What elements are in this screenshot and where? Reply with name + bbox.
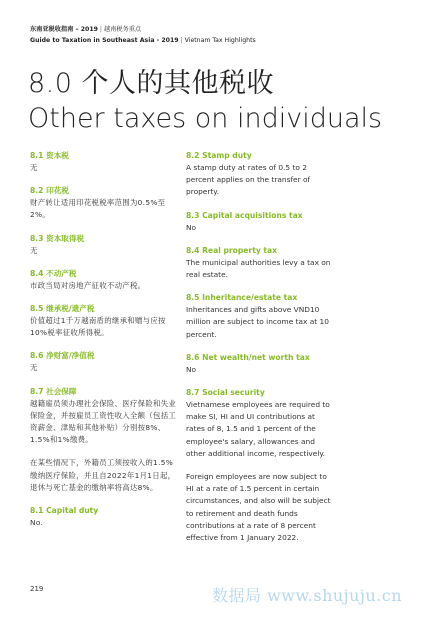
tax-section: [186, 245, 336, 281]
section-heading: 8.1 Capital duty: [30, 506, 99, 516]
tax-section: [30, 268, 180, 292]
section-heading: 8.7 社会保障: [30, 386, 77, 396]
running-header: [30, 24, 256, 46]
section-body: 越籍雇员须办理社会保险、医疗保险和失业保险金，并按雇员工资性收入全额（包括工资薪金、津贴和其他补贴）分别按8%、1.5%和1%缴费。: [30, 398, 177, 445]
right-column: [186, 150, 336, 555]
tax-section: [30, 505, 180, 529]
section-body: 价值超过1千万越南盾的继承和赠与应按10%税率征收所得税。: [30, 316, 166, 338]
tax-section: [30, 150, 180, 174]
section-heading: 8.4 不动产税: [30, 268, 77, 278]
page-number: 219: [30, 585, 44, 593]
section-heading: 8.2 印花税: [30, 186, 69, 196]
section-heading: 8.1 资本税: [30, 151, 69, 160]
section-body: The municipal authorities levy a tax on real estate.: [186, 257, 331, 280]
header-line-english: Guide to Taxation in Southeast Asia - 2019 | Vietnam Tax Highlights: [30, 37, 256, 44]
page-title-zh: 8.0 个人的其他税收: [28, 68, 275, 99]
section-body: 无: [30, 163, 38, 172]
header-line-chinese: 东南亚税收指南 – 2019 | 越南税务重点: [30, 26, 142, 33]
section-body: Inheritances and gifts above VND10 million are subject to income tax at 10 percent.: [186, 305, 329, 339]
page-title-en: Other taxes on individuals: [28, 103, 383, 134]
header-guide-title-en: Guide to Taxation in Southeast Asia - 2019: [30, 37, 179, 44]
section-heading: 8.3 Capital acquisitions tax: [186, 210, 303, 220]
tax-section: [30, 233, 180, 257]
section-heading: 8.4 Real property tax: [186, 245, 278, 255]
tax-section: [186, 352, 336, 376]
left-column: [30, 150, 180, 540]
section-heading: 8.5 继承税/遗产税: [30, 304, 95, 314]
section-body: No: [186, 364, 197, 374]
header-subtitle-zh: 越南税务重点: [103, 26, 142, 33]
page-title: [28, 66, 382, 136]
section-heading: 8.6 Net wealth/net worth tax: [186, 352, 310, 362]
section-heading: 8.2 Stamp duty: [186, 151, 252, 160]
section-body: No.: [30, 518, 44, 528]
section-body: 无: [30, 363, 38, 373]
section-heading: 8.3 资本取得税: [30, 233, 85, 243]
header-subtitle-en: Vietnam Tax Highlights: [184, 37, 256, 44]
tax-section: [186, 292, 336, 341]
header-guide-title-zh: 东南亚税收指南: [30, 26, 74, 33]
section-body: Foreign employees are now subject to HI at a rate of 1.5 percent in certain circumstances, and also will be subject to retirement and death funds contributions at a rate of 8 percent effective from 1 January 2022.: [186, 472, 331, 543]
section-body: Vietnamese employees are required to make SI, HI and UI contributions at rates of 8, 1.5 and 1 percent of the employee's salary, allowances and other additional income, respectively.: [186, 400, 330, 458]
watermark: 数据局 www.shujuju.cn: [212, 586, 403, 605]
section-body: 在某些情况下，外籍员工须按收入的1.5%缴纳医疗保险，并且自2022年1月1日起，退休与死亡基金的缴纳率将高达8%。: [30, 458, 176, 492]
tax-section: [186, 150, 336, 199]
tax-section: [186, 210, 336, 234]
section-body: No: [186, 222, 197, 232]
header-year: 2019: [80, 26, 98, 33]
tax-section: [30, 386, 180, 494]
section-heading: 8.5 Inheritance/estate tax: [186, 293, 298, 303]
section-body: 无: [30, 245, 38, 255]
section-body: A stamp duty at rates of 0.5 to 2 percent applies on the transfer of property.: [186, 163, 311, 197]
tax-section: [186, 387, 336, 544]
section-heading: 8.7 Social security: [186, 388, 265, 398]
tax-section: [30, 303, 180, 339]
section-body: 市政当局对房地产征收不动产税。: [30, 280, 146, 290]
section-heading: 8.6 净财富/净值税: [30, 351, 95, 361]
section-body: 财产转让适用印花税税率范围为0.5%至2%。: [30, 198, 166, 220]
tax-section: [30, 350, 180, 374]
tax-section: [30, 185, 180, 221]
